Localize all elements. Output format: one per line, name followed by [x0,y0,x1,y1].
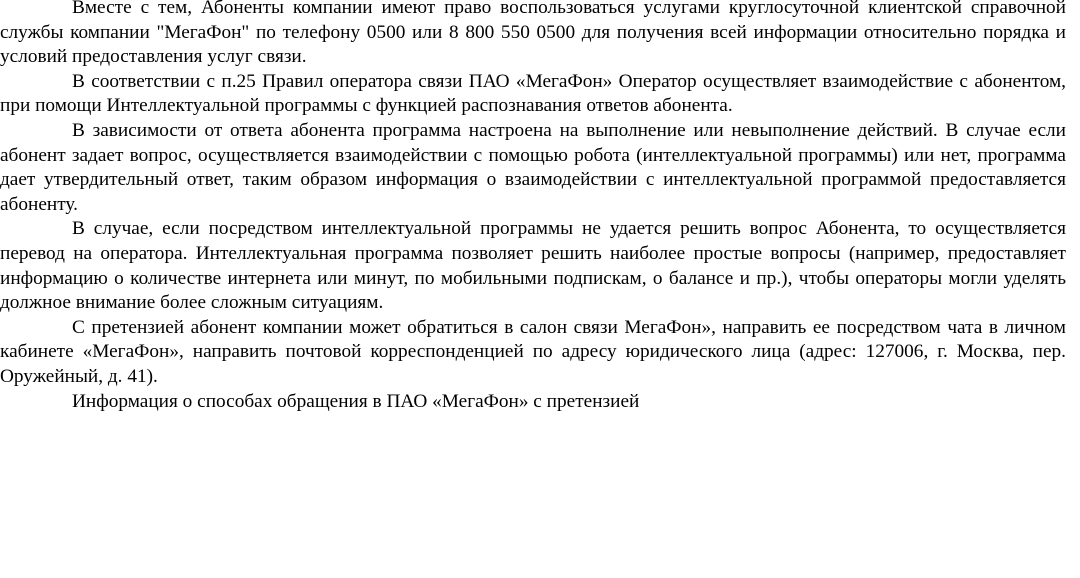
paragraph-program-behaviour: В зависимости от ответа абонента программа настроена на выполнение или невыполнение действий. В случае если абонент задает вопрос, осуществляется взаимодействии с помощью робота (интеллектуальной программы) или нет, программа дает утвердительный ответ, таким образом информация о взаимодействии с интеллектуальной программой предоставляется абоненту. [0,119,1066,215]
paragraph-claims: С претензией абонент компании может обратиться в салон связи МегаФон», направить ее посредством чата в личном кабинете «МегаФон», направить почтовой корреспонденцией по адресу юридического лица (адрес: 127006, г. Москва, пер. Оружейный, д. 41). [0,316,1066,387]
paragraph-rules-clause-25: В соответствии с п.25 Правил оператора связи ПАО «МегаФон» Оператор осуществляет взаимодействие с абонентом, при помощи Интеллектуальной программы с функцией распознавания ответов абонента. [0,70,1066,117]
paragraph-helpdesk: Вместе с тем, Абоненты компании имеют право воспользоваться услугами круглосуточной клиентской справочной службы компании "МегаФон" по телефону 0500 или 8 800 550 0500 для получения всей информации относительно порядка и условий предоставления услуг связи. [0,0,1066,68]
clipped-bottom-line: Информация о способах обращения в ПАО «МегаФон» с претензией [72,390,640,412]
paragraph-operator-transfer: В случае, если посредством интеллектуальной программы не удается решить вопрос Абонента, то осуществляется перевод на оператора. Интеллектуальная программа позволяет решить наиболее простые вопросы (например, предоставляет информацию о количестве интернета или минут, по мобильными подпискам, о балансе и пр.), чтобы операторы могли уделять должное внимание более сложным ситуациям. [0,218,1066,314]
